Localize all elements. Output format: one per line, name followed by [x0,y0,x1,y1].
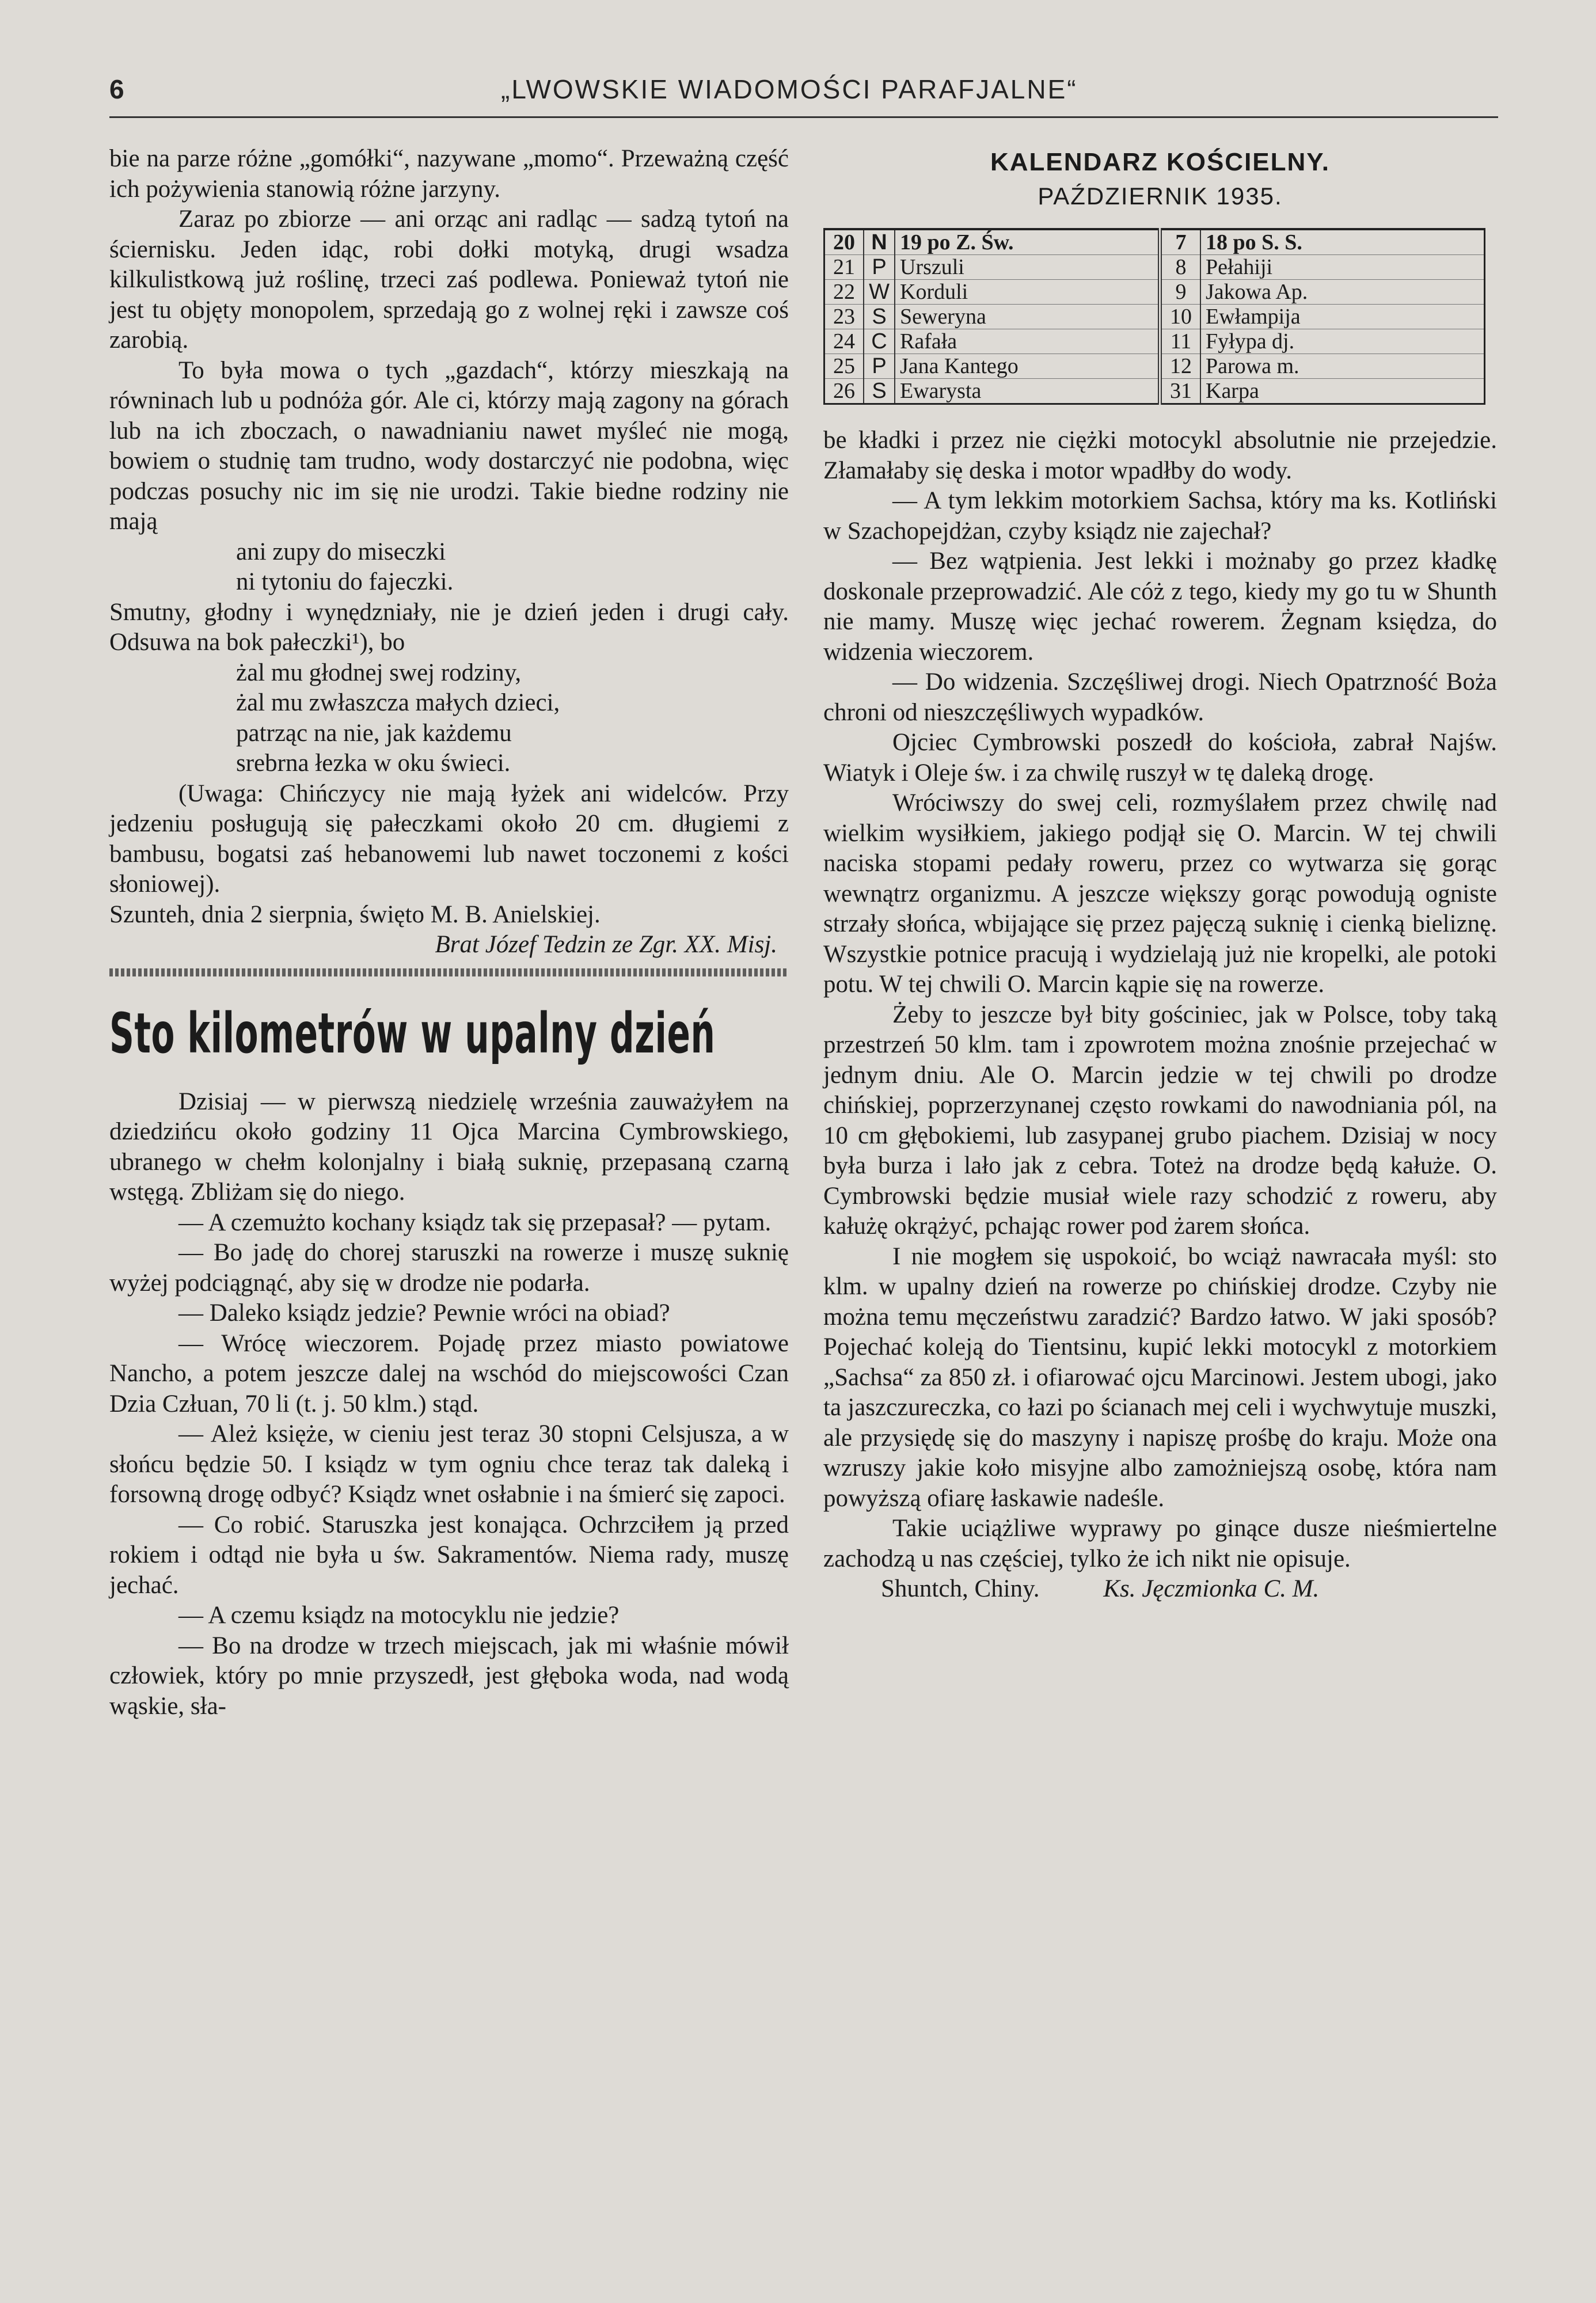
paragraph: — Daleko ksiądz jedzie? Pewnie wróci na obiad? [178,1299,670,1327]
place: Shuntch, Chiny. [881,1575,1040,1602]
calendar-table [823,228,1485,405]
calendar-row [824,354,1485,379]
calendar-feast: Jana Kantego [895,354,1160,379]
calendar-old-style-number: 31 [1160,379,1201,404]
calendar-feast: 19 po Z. Św. [895,229,1160,255]
signature: Ks. Jęczmionka C. M. [1103,1575,1320,1602]
verse-line: żal mu głodnej swej rodziny, [236,659,522,686]
calendar-row [824,229,1485,255]
paragraph: — A czemu ksiądz na motocyklu nie jedzie? [178,1602,620,1629]
journal-title: „LWOWSKIE WIADOMOŚCI PARAFJALNE“ [501,74,1078,104]
calendar-feast: Ewarysta [895,379,1160,404]
calendar-title: KALENDARZ KOŚCIELNY. [990,148,1331,176]
paragraph: Zaraz po zbiorze — ani orząc ani radląc — sadzą tytoń na ściernisku. Jeden idąc, robi dołki motyką, drugi wsadza kilkulistkową już roślinę, trzeci zaś podlewa. Ponieważ tytoń nie jest tu objęty monopolem, sprzedają go z wolnej ręki i zawsze coś zarobią. [109,206,789,354]
calendar-weekday: P [864,255,895,280]
calendar-old-style-feast: Karpa [1200,379,1485,404]
calendar-old-style-feast: Ewłampija [1200,305,1485,329]
paragraph: Żeby to jeszcze był bity gościniec, jak w Polsce, toby taką przestrzeń 50 klm. tam i zpowrotem można znośnie przejechać w jednym dniu. Ale O. Marcin jedzie w tej chwili po drodze chińskiej, poprzerzynanej często rowkami do nawodniania pól, na 10 cm głębokiemi, lub zasypanej grubo piachem. Dzisiaj w nocy była burza i lało jak z cebra. Toteż na drodze będą kałuże. O. Cymbrowski będzie musiał wiele razy schodzić z roweru, aby kałużę okrążyć, pchając rower pod żarem słońca. [823,1001,1497,1240]
calendar-row [824,255,1485,280]
calendar-old-style-feast: Jakowa Ap. [1200,280,1485,305]
calendar-day-number: 26 [824,379,864,404]
calendar-old-style-number: 7 [1160,229,1201,255]
calendar-old-style-feast: 18 po S. S. [1200,229,1485,255]
paragraph: Wróciwszy do swej celi, rozmyślałem przez chwilę nad wielkim wysiłkiem, jakiego podjął się O. Marcin. W tej chwili naciska stopami pedały roweru, przez co wytwarza się gorąc wewnątrz organizmu. A jeszcze większy gorąc powodują ogniste strzały słońca, wbijające się przez pajęczą suknię i cienką bieliznę. Wszystkie potnice pracują i wydzielają już nie kropelki, ale potoki potu. W tej chwili O. Marcin kąpie się na rowerze. [823,789,1497,998]
paragraph: — Co robić. Staruszka jest konająca. Ochrzciłem ją przed rokiem i odtąd nie była u św. Sakramentów. Niema rady, muszę jechać. [109,1511,789,1599]
paragraph: I nie mogłem się uspokoić, bo wciąż nawracała myśl: sto klm. w upalny dzień na rowerze po chińskiej drodze. Czyby nie można temu męczeństwu zaradzić? Bardzo łatwo. W jaki sposób? Pojechać koleją do Tientsinu, kupić lekki motocykl z motorkiem „Sachsa“ za 850 zł. i ofiarować ojcu Marcinowi. Jestem ubogi, jako ta jaszczureczka, co łazi po ścianach mej celi i wychwytuje muszki, ale przysiędę się do maszyny i napiszę prośbę do kraju. Może ona wzruszy jakie koło misyjne albo zamożniejszą osobę, która nam powyższą ofiarę łaskawie nadeśle. [823,1242,1497,1512]
calendar-old-style-number: 9 [1160,280,1201,305]
paragraph: be kładki i przez nie ciężki motocykl absolutnie nie przejedzie. Złamałaby się deska i motor wpadłby do wody. [823,427,1497,484]
verse-line: ni tytoniu do fajeczki. [236,568,454,595]
page-header [109,69,1498,118]
signature: Brat Józef Tedzin ze Zgr. XX. Misj. [435,931,777,958]
calendar-weekday: N [864,229,895,255]
calendar-row [824,305,1485,329]
calendar-old-style-number: 11 [1160,329,1201,354]
paragraph: To była mowa o tych „gazdach“, którzy mieszkają na równinach lub u podnóża gór. Ale ci, którzy mają zagony na górach lub na ich zboczach, o nawadnianiu nawet myśleć nie mogą, bowiem o studnię tam trudno, wody dostarczyć nie podobna, więc podczas posuchy nic im się nie urodzi. Takie biedne rodziny nie mają [109,356,789,535]
calendar-row [824,280,1485,305]
calendar-old-style-feast: Parowa m. [1200,354,1485,379]
calendar-row [824,329,1485,354]
paragraph: bie na parze różne „gomółki“, nazywane „momo“. Przeważną część ich pożywienia stanowią różne jarzyny. [109,145,789,203]
calendar-old-style-number: 8 [1160,255,1201,280]
paragraph: Ojciec Cymbrowski poszedł do kościoła, zabrał Najśw. Wiatyk i Oleje św. i za chwilę ruszył w tę daleką drogę. [823,729,1497,786]
verse [109,658,789,779]
decorative-divider [109,968,789,976]
paragraph: Takie uciążliwe wyprawy po ginące dusze nieśmiertelne zachodzą u nas częściej, tylko że ich nikt nie opisuje. [823,1515,1497,1572]
right-column [823,144,1497,1605]
calendar-weekday: C [864,329,895,354]
calendar-row [824,379,1485,404]
calendar-weekday: S [864,379,895,404]
paragraph: (Uwaga: Chińczycy nie mają łyżek ani widelców. Przy jedzeniu posługują się pałeczkami około 20 cm. długiemi z bambusu, bogatsi zaś hebanowemi lub nawet toczonemi z kości słoniowej). [109,780,789,898]
calendar-day-number: 22 [824,280,864,305]
calendar-day-number: 20 [824,229,864,255]
paragraph: — A tym lekkim motorkiem Sachsa, który ma ks. Kotliński w Szachopejdżan, czyby ksiądz nie zajechał? [823,487,1497,545]
verse-line: srebrna łezka w oku świeci. [236,750,511,777]
calendar-weekday: S [864,305,895,329]
paragraph: Dzisiaj — w pierwszą niedzielę września zauważyłem na dziedzińcu około godziny 11 Ojca Marcina Cymbrowskiego, ubranego w chełm kolonjalny i białą suknię, przepasaną czarną wstęgą. Zbliżam się do niego. [109,1088,789,1206]
calendar-old-style-feast: Pełahiji [1200,255,1485,280]
calendar-day-number: 25 [824,354,864,379]
paragraph: Smutny, głodny i wynędzniały, nie je dzień jeden i drugi cały. Odsuwa na bok pałeczki¹), bo [109,598,789,656]
paragraph: — Ależ księże, w cieniu jest teraz 30 stopni Celsjusza, a w słońcu będzie 50. I ksiądz w tym ogniu chce teraz tak daleką i forsowną drogę odbyć? Ksiądz wnet osłabnie i na śmierć się zapoci. [109,1420,789,1508]
paragraph: — A czemużto kochany ksiądz tak się przepasał? — pytam. [178,1208,772,1236]
calendar-feast: Seweryna [895,305,1160,329]
paragraph: — Do widzenia. Szczęśliwej drogi. Niech Opatrzność Boża chroni od nieszczęśliwych wypadków. [823,668,1497,726]
left-column [109,144,789,1721]
calendar-weekday: P [864,354,895,379]
calendar-subtitle: PAŹDZIERNIK 1935. [1038,183,1283,210]
date-line: Szunteh, dnia 2 sierpnia, święto M. B. Anielskiej. [109,900,601,928]
calendar-old-style-number: 12 [1160,354,1201,379]
verse [109,537,789,598]
calendar-feast: Rafała [895,329,1160,354]
verse-line: żal mu zwłaszcza małych dzieci, [236,689,560,716]
verse-line: ani zupy do miseczki [236,538,446,565]
article-title: Sto kilometrów w upalny dzień [109,1001,716,1066]
paragraph: — Bo na drodze w trzech miejscach, jak mi właśnie mówił człowiek, który po mnie przyszedł, jest głęboka woda, nad wodą wąskie, sła- [109,1632,789,1720]
page-number: 6 [109,74,124,104]
calendar-weekday: W [864,280,895,305]
paragraph: — Wrócę wieczorem. Pojadę przez miasto powiatowe Nancho, a potem jeszcze dalej na wschód do miejscowości Czan Dzia Człuan, 70 li (t. j. 50 klm.) stąd. [109,1329,789,1417]
calendar-day-number: 23 [824,305,864,329]
calendar-old-style-feast: Fyłypa dj. [1200,329,1485,354]
calendar-day-number: 21 [824,255,864,280]
calendar-feast: Korduli [895,280,1160,305]
paragraph: — Bo jadę do chorej staruszki na rowerze i muszę suknię wyżej podciągnąć, aby się w drodze nie podarła. [109,1239,789,1297]
verse-line: patrząc na nie, jak każdemu [236,719,512,747]
paragraph: — Bez wątpienia. Jest lekki i możnaby go przez kładkę doskonale przeprowadzić. Ale cóż z tego, kiedy my go tu w Shunth nie mamy. Muszę więc jechać rowerem. Żegnam księdza, do widzenia wieczorem. [823,548,1497,666]
signature-line [823,1574,1497,1605]
calendar-day-number: 24 [824,329,864,354]
calendar-old-style-number: 10 [1160,305,1201,329]
calendar-feast: Urszuli [895,255,1160,280]
